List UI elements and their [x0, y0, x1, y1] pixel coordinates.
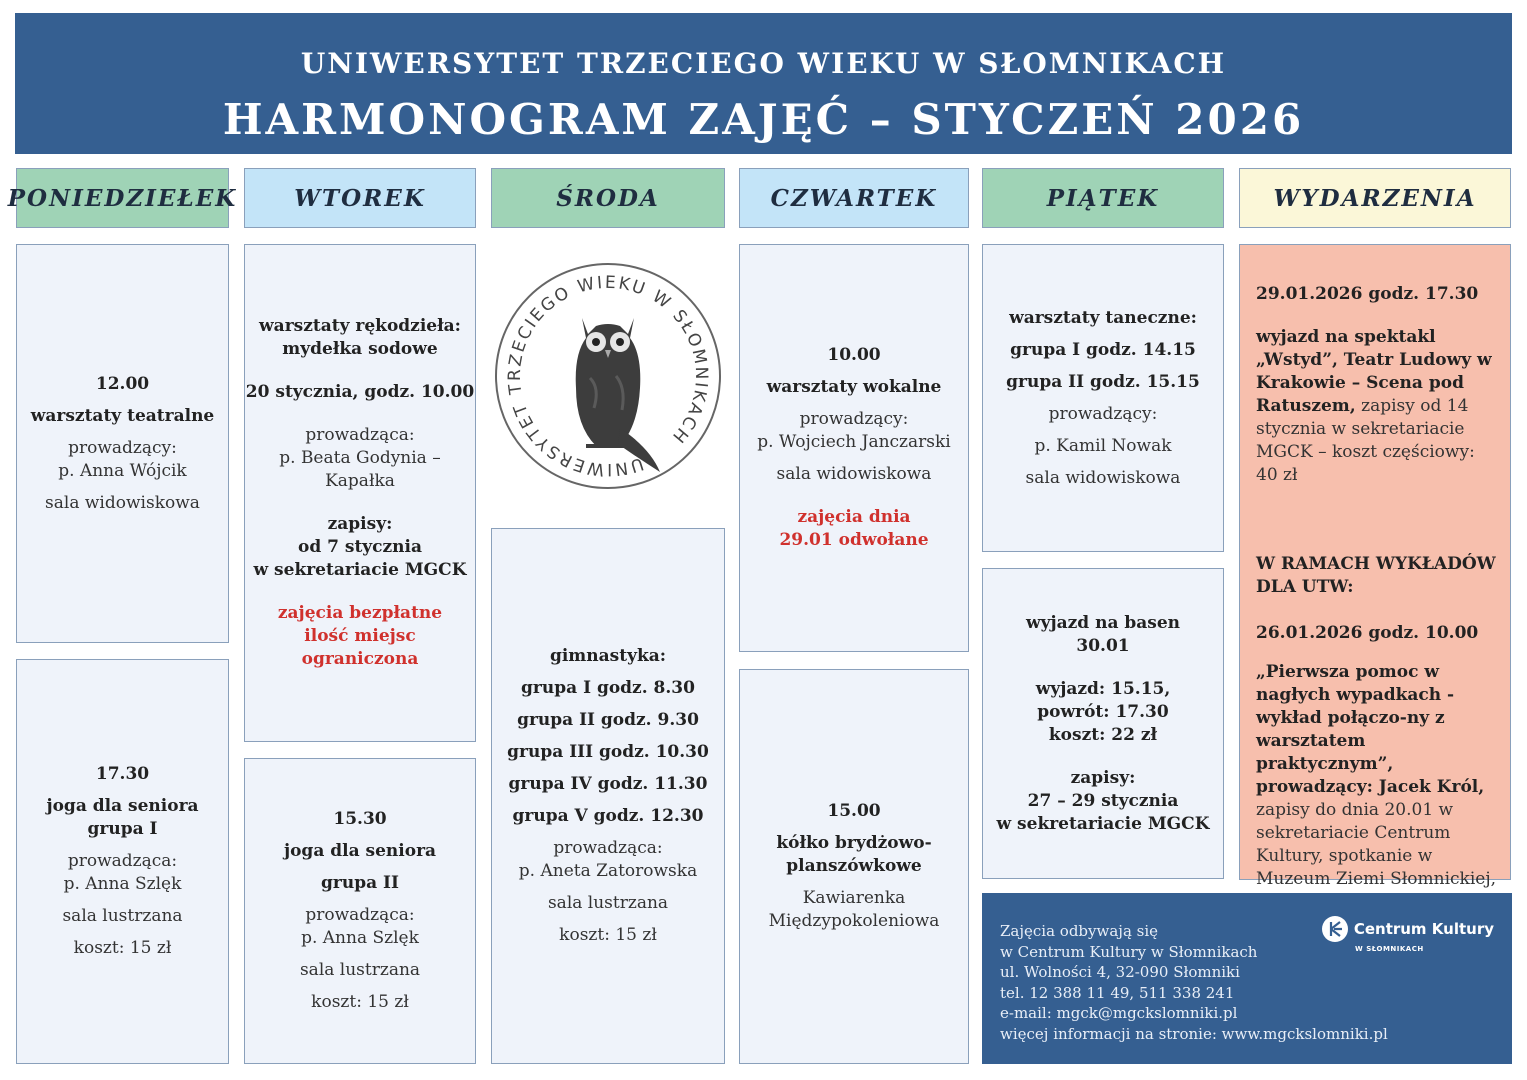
- events-panel: [1239, 244, 1511, 889]
- day-header-thursday: CZWARTEK: [739, 168, 969, 228]
- event-title: kółko brydżowo-: [776, 833, 932, 853]
- cost: koszt: 15 zł: [559, 925, 657, 945]
- instructor-label: prowadzący:: [799, 409, 909, 429]
- event-title-cont: planszówkowe: [786, 856, 922, 876]
- room-cont: Międzypokoleniowa: [768, 911, 940, 931]
- signup-date: 27 – 29 stycznia: [1027, 790, 1179, 811]
- instructor-label: prowadząca:: [553, 838, 663, 858]
- day-header-wednesday: ŚRODA: [491, 168, 725, 228]
- instructor-label: prowadząca:: [67, 851, 178, 871]
- cancel-note: zajęcia dnia: [797, 507, 911, 527]
- room: sala lustrzana: [299, 960, 421, 980]
- day-header-events: WYDARZENIA: [1239, 168, 1511, 228]
- group-1: grupa I godz. 14.15: [1010, 339, 1196, 360]
- logo-ring-text: UNIWERSYTET TRZECIEGO WIEKU W SŁOMNIKACH: [504, 272, 712, 480]
- wednesday-card-gymnastics: [491, 528, 725, 1064]
- group-1: grupa I godz. 8.30: [521, 678, 695, 698]
- event-2-description: [1256, 661, 1496, 914]
- return: powrót: 17.30: [1037, 701, 1169, 722]
- event-title: warsztaty taneczne:: [1009, 307, 1197, 328]
- room: sala lustrzana: [547, 893, 669, 913]
- instructor-name: p. Beata Godynia –: [279, 448, 441, 468]
- ck-logo-name: Centrum Kultury: [1353, 919, 1494, 938]
- signup-place: w sekretariacie MGCK: [253, 560, 467, 580]
- event-group: grupa I: [87, 819, 158, 839]
- group-2: grupa II godz. 15.15: [1006, 371, 1200, 392]
- room: Kawiarenka: [802, 888, 906, 908]
- event-time: 12.00: [95, 373, 150, 394]
- instructor-label: prowadząca:: [305, 905, 415, 925]
- limited-note: ilość miejsc ograniczona: [301, 626, 419, 669]
- instructor-name: p. Kamil Nowak: [1034, 435, 1172, 456]
- tuesday-card-crafts: [244, 244, 476, 742]
- event-date: 20 stycznia, godz. 10.00: [245, 382, 475, 402]
- cost: koszt: 15 zł: [73, 938, 172, 958]
- signup-date: od 7 stycznia: [297, 537, 423, 557]
- room: sala lustrzana: [62, 906, 183, 926]
- departure: wyjazd: 15.15,: [1035, 678, 1171, 699]
- event-1-title: wyjazd na spektakl „Wstyd”, Teatr Ludowy w Krakowie – Scena pod Ratuszem,: [1256, 327, 1492, 416]
- signup-label: zapisy:: [327, 514, 393, 534]
- group-5: grupa V godz. 12.30: [512, 806, 704, 826]
- friday-card-dance: [982, 244, 1224, 552]
- instructor-label: prowadzący:: [68, 437, 177, 458]
- event-time: 10.00: [827, 345, 881, 365]
- event-title: gimnastyka:: [549, 646, 667, 666]
- tuesday-card-yoga: [244, 758, 476, 1064]
- instructor-name: p. Wojciech Janczarski: [757, 432, 951, 452]
- room: sala widowiskowa: [45, 492, 200, 513]
- event-2-date: 26.01.2026 godz. 10.00: [1256, 623, 1479, 643]
- centrum-kultury-logo: [1321, 915, 1494, 953]
- group-2: grupa II godz. 9.30: [517, 710, 699, 730]
- instructor-name: p. Anna Szlęk: [63, 874, 182, 894]
- day-header-friday: PIĄTEK: [982, 168, 1224, 228]
- event-2-details: zapisy do dnia 20.01 w sekretariacie Centrum Kultury, spotkanie w Muzeum Ziemi Słomnickiej,: [1256, 800, 1497, 889]
- event-title: warsztaty rękodzieła:: [259, 316, 461, 336]
- info-phone: tel. 12 388 11 49, 511 338 241: [1000, 983, 1235, 1002]
- utw-owl-logo: [490, 258, 726, 494]
- event-1-description: [1256, 326, 1496, 487]
- day-header-tuesday: WTOREK: [244, 168, 476, 228]
- event-group: grupa II: [321, 873, 399, 893]
- instructor-name-cont: Kapałka: [325, 471, 395, 491]
- room: sala widowiskowa: [776, 464, 932, 484]
- schedule-title: HARMONOGRAM ZAJĘĆ – STYCZEŃ 2026: [222, 95, 1305, 144]
- thursday-card-vocal: [739, 244, 969, 652]
- day-header-monday: PONIEDZIEŁEK: [16, 168, 229, 228]
- friday-card-pool: [982, 568, 1224, 879]
- room: sala widowiskowa: [1025, 467, 1181, 488]
- event-subtitle: mydełka sodowe: [282, 339, 438, 359]
- event-1-date: 29.01.2026 godz. 17.30: [1256, 284, 1479, 304]
- group-4: grupa IV godz. 11.30: [508, 774, 708, 794]
- instructor-label: prowadzący:: [1048, 403, 1158, 424]
- free-note: zajęcia bezpłatne: [277, 603, 443, 623]
- cancel-date: 29.01 odwołane: [779, 530, 929, 550]
- event-title: joga dla seniora: [46, 796, 199, 816]
- event-date: 30.01: [1076, 635, 1130, 656]
- instructor-name: p. Anna Szlęk: [301, 928, 419, 948]
- header-banner: [15, 13, 1512, 154]
- thursday-card-bridge: [739, 669, 969, 1064]
- info-address: ul. Wolności 4, 32-090 Słomniki: [1000, 963, 1240, 981]
- info-line: w Centrum Kultury w Słomnikach: [1000, 942, 1258, 961]
- university-title: UNIWERSYTET TRZECIEGO WIEKU W SŁOMNIKACH: [300, 47, 1227, 80]
- monday-card-theatre: [16, 244, 229, 643]
- instructor-name: p. Anna Wójcik: [58, 460, 187, 481]
- instructor-label: prowadząca:: [305, 425, 415, 445]
- event-time: 15.30: [333, 809, 387, 829]
- ck-logo-icon: [1321, 915, 1349, 943]
- info-email[interactable]: e-mail: mgck@mgckslomniki.pl: [1000, 1004, 1238, 1022]
- group-3: grupa III godz. 10.30: [507, 742, 709, 762]
- info-website[interactable]: więcej informacji na stronie: www.mgckslomniki.pl: [1000, 1024, 1388, 1043]
- signup-label: zapisy:: [1070, 767, 1136, 788]
- event-title: warsztaty teatralne: [30, 405, 215, 426]
- lectures-heading: W RAMACH WYKŁADÓW DLA UTW:: [1256, 554, 1496, 597]
- event-time: 15.00: [827, 801, 881, 821]
- cost: koszt: 15 zł: [311, 992, 409, 1012]
- event-title: warsztaty wokalne: [766, 377, 942, 397]
- monday-card-yoga: [16, 659, 229, 1064]
- event-2-title: „Pierwsza pomoc w nagłych wypadkach - wykład połączo-ny z warsztatem praktycznym”, prowadzący: Jacek Król,: [1256, 662, 1485, 797]
- info-line: Zajęcia odbywają się: [1000, 922, 1159, 940]
- event-time: 17.30: [95, 764, 150, 784]
- cost: koszt: 22 zł: [1048, 724, 1158, 745]
- owl-icon: [576, 318, 660, 472]
- event-1-details: zapisy od 14 stycznia w sekretariacie MGCK – koszt częściowy: 40 zł: [1256, 396, 1475, 485]
- contact-info-box: [982, 893, 1512, 1064]
- signup-place: w sekretariacie MGCK: [996, 813, 1210, 834]
- instructor-name: p. Aneta Zatorowska: [518, 861, 698, 881]
- event-title: wyjazd na basen: [1025, 612, 1181, 633]
- ck-logo-sub: W SŁOMNIKACH: [1355, 945, 1424, 953]
- event-title: joga dla seniora: [283, 841, 437, 861]
